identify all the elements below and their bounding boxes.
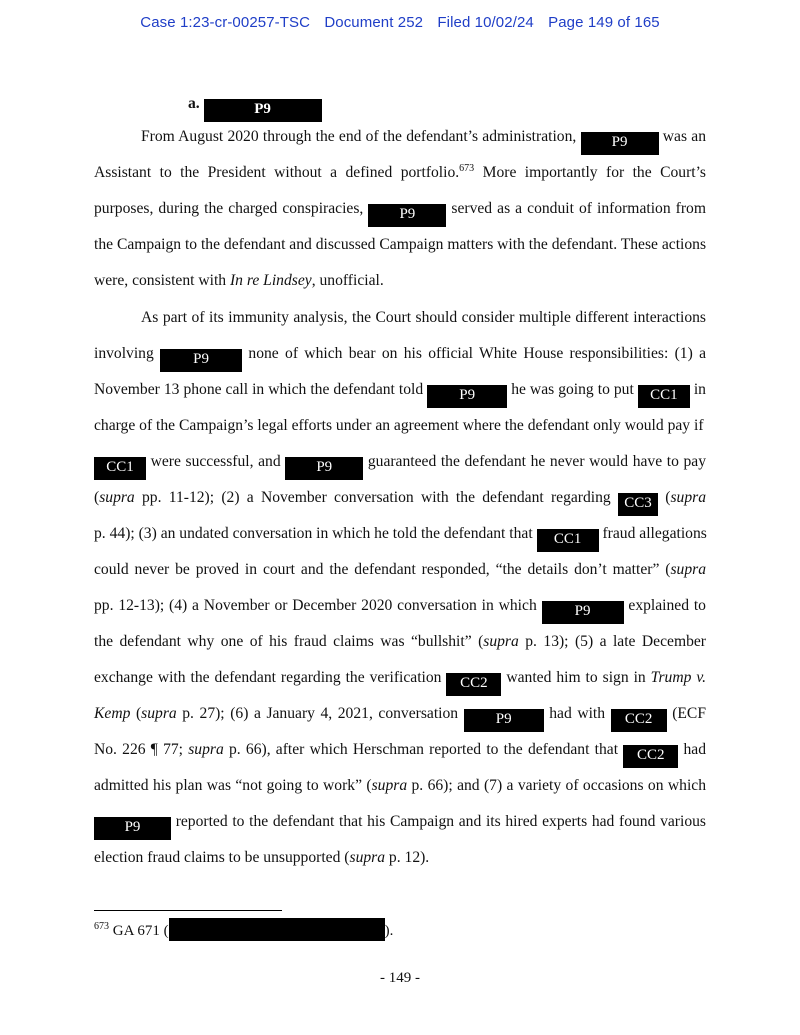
text-line: the defendant why one of his fraud claims was “bullshit” (supra p. 13); (5) a late December <box>94 633 706 650</box>
text-line: November 13 phone call in which the defendant told P9 he was going to put CC1 in <box>94 377 706 403</box>
redaction-box: P9 <box>464 709 544 732</box>
text-line: pp. 12-13); (4) a November or December 2020 conversation in which P9 explained to <box>94 593 706 619</box>
redaction-box <box>169 918 385 941</box>
redaction-box: P9 <box>581 132 659 155</box>
redaction-box: P9 <box>368 204 446 227</box>
text-line: election fraud claims to be unsupported (supra p. 12). <box>94 849 430 866</box>
text-line: were, consistent with In re Lindsey, unofficial. <box>94 272 384 289</box>
redaction-box: CC1 <box>94 457 146 480</box>
section-heading <box>188 92 322 116</box>
redaction-box: CC2 <box>623 745 678 768</box>
text-line: As part of its immunity analysis, the Court should consider multiple different interactions <box>141 309 706 326</box>
redaction-box: CC1 <box>537 529 599 552</box>
redaction-box: P9 <box>94 817 171 840</box>
heading-letter: a. <box>188 95 200 112</box>
case-number: Case 1:23-cr-00257-TSC <box>140 14 311 31</box>
footnote-divider <box>94 910 282 911</box>
redaction-box: P9 <box>160 349 242 372</box>
ecf-header <box>0 14 800 31</box>
footnote-number: 673 <box>94 921 109 932</box>
text-line: No. 226 ¶ 77; supra p. 66), after which Herschman reported to the defendant that CC2 had <box>94 737 706 763</box>
text-line: exchange with the defendant regarding the verification CC2 wanted him to sign in Trump v. <box>94 665 706 691</box>
text-line: (supra pp. 11-12); (2) a November conversation with the defendant regarding CC3 (supra <box>94 485 706 511</box>
text-line: From August 2020 through the end of the defendant’s administration, P9 was an <box>141 124 706 150</box>
text-line: involving P9 none of which bear on his official White House responsibilities: (1) a <box>94 341 706 367</box>
text-line: Assistant to the President without a defined portfolio.$^{673}$ More importantly for the Court’s <box>94 163 706 181</box>
text-line: P9 reported to the defendant that his Campaign and its hired experts had found various <box>94 809 706 835</box>
footnote: $^{673}$ GA 671 ( ). <box>94 918 393 943</box>
document-number: Document 252 <box>324 14 424 31</box>
page-number: - 149 - <box>380 970 420 986</box>
redaction-box: CC3 <box>618 493 658 516</box>
redaction-box: CC2 <box>611 709 667 732</box>
redaction-box: P9 <box>427 385 507 408</box>
text-line: p. 44); (3) an undated conversation in which he told the defendant that CC1 fraud allegations <box>94 521 706 547</box>
text-line: purposes, during the charged conspiracies, P9 served as a conduit of information from <box>94 196 706 222</box>
text-line: Kemp (supra p. 27); (6) a January 4, 2021, conversation P9 had with CC2 (ECF <box>94 701 706 727</box>
footnote-ref: 673 <box>459 163 475 174</box>
text-line: CC1 were successful, and P9 guaranteed the defendant he never would have to pay <box>94 449 706 475</box>
redaction-box: CC1 <box>638 385 690 408</box>
redaction-box: P9 <box>204 99 322 122</box>
page-count: Page 149 of 165 <box>548 14 660 31</box>
text-line: admitted his plan was “not going to work” (supra p. 66); and (7) a variety of occasions on which <box>94 777 706 794</box>
text-line: could never be proved in court and the defendant responded, “the details don’t matter” (supra <box>94 561 706 578</box>
text-line: charge of the Campaign’s legal efforts under an agreement where the defendant only would pay if <box>94 417 704 434</box>
redaction-box: P9 <box>542 601 624 624</box>
text-line: the Campaign to the defendant and discussed Campaign matters with the defendant. These actions <box>94 236 707 253</box>
redaction-box: P9 <box>285 457 363 480</box>
filed-date: Filed 10/02/24 <box>437 14 534 31</box>
redaction-box: CC2 <box>446 673 501 696</box>
